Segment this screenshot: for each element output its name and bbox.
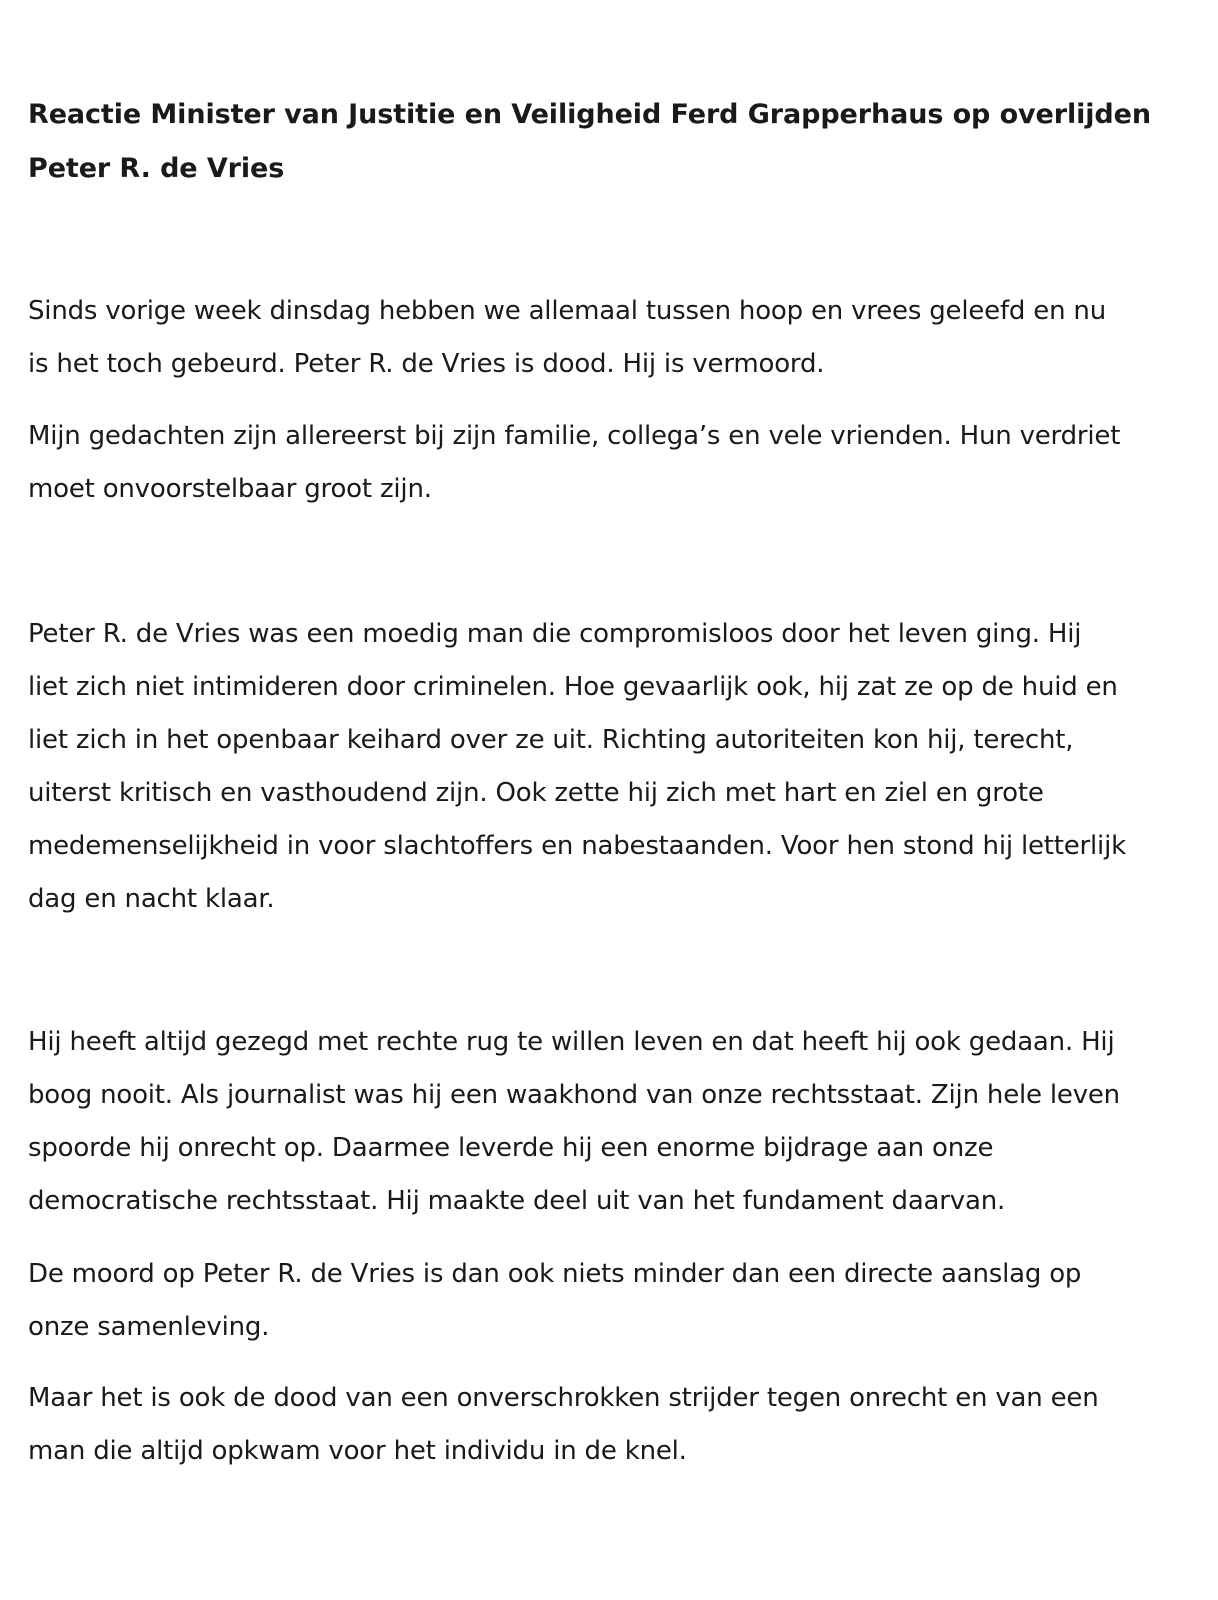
paragraph-line: is het toch gebeurd. Peter R. de Vries is dood. Hij is vermoord. bbox=[28, 349, 825, 379]
title-line: Reactie Minister van Justitie en Veiligheid Ferd Grapperhaus op overlijden bbox=[28, 99, 1151, 130]
paragraph-5 bbox=[28, 1248, 1188, 1354]
paragraph-line: De moord op Peter R. de Vries is dan ook niets minder dan een directe aanslag op bbox=[28, 1259, 1082, 1289]
paragraph-line: moet onvoorstelbaar groot zijn. bbox=[28, 474, 432, 504]
paragraph-line: democratische rechtsstaat. Hij maakte deel uit van het fundament daarvan. bbox=[28, 1186, 1006, 1216]
paragraph-line: Sinds vorige week dinsdag hebben we allemaal tussen hoop en vrees geleefd en nu bbox=[28, 296, 1106, 326]
paragraph-line: dag en nacht klaar. bbox=[28, 884, 275, 914]
paragraph-3 bbox=[28, 608, 1188, 926]
paragraph-line: spoorde hij onrecht op. Daarmee leverde hij een enorme bijdrage aan onze bbox=[28, 1133, 994, 1163]
paragraph-line: medemenselijkheid in voor slachtoffers en nabestaanden. Voor hen stond hij letterlijk bbox=[28, 831, 1126, 861]
paragraph-line: liet zich in het openbaar keihard over ze uit. Richting autoriteiten kon hij, terecht, bbox=[28, 725, 1074, 755]
paragraph-line: Peter R. de Vries was een moedig man die compromisloos door het leven ging. Hij bbox=[28, 619, 1082, 649]
paragraph-2 bbox=[28, 410, 1188, 516]
paragraph-line: Hij heeft altijd gezegd met rechte rug te willen leven en dat heeft hij ook gedaan. Hij bbox=[28, 1027, 1115, 1057]
paragraph-line: boog nooit. Als journalist was hij een waakhond van onze rechtsstaat. Zijn hele leven bbox=[28, 1080, 1120, 1110]
paragraph-line: man die altijd opkwam voor het individu in de knel. bbox=[28, 1436, 687, 1466]
paragraph-line: liet zich niet intimideren door criminelen. Hoe gevaarlijk ook, hij zat ze op de huid en bbox=[28, 672, 1118, 702]
paragraph-6 bbox=[28, 1372, 1188, 1478]
document-title bbox=[28, 88, 1188, 196]
paragraph-4 bbox=[28, 1016, 1188, 1228]
paragraph-1 bbox=[28, 285, 1188, 391]
paragraph-line: Mijn gedachten zijn allereerst bij zijn familie, collega’s en vele vrienden. Hun verdriet bbox=[28, 421, 1121, 451]
paragraph-line: uiterst kritisch en vasthoudend zijn. Ook zette hij zich met hart en ziel en grote bbox=[28, 778, 1044, 808]
paragraph-line: onze samenleving. bbox=[28, 1312, 270, 1342]
title-line: Peter R. de Vries bbox=[28, 153, 285, 184]
paragraph-line: Maar het is ook de dood van een onverschrokken strijder tegen onrecht en van een bbox=[28, 1383, 1099, 1413]
